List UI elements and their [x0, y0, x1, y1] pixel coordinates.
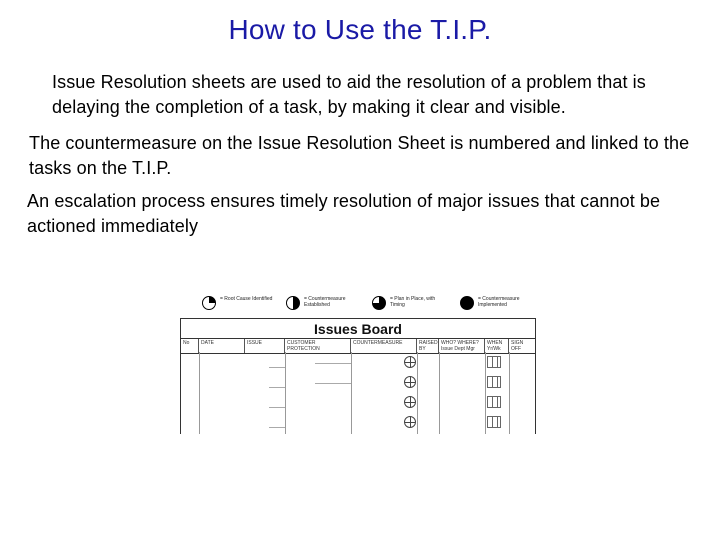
- row-line: [269, 387, 285, 388]
- when-grid-cell: [487, 376, 501, 388]
- column-header-countermeasure: COUNTERMEASURE: [351, 339, 417, 353]
- column-header-issue: ISSUE: [245, 339, 285, 353]
- column-header-no: No: [181, 339, 199, 353]
- column-divider: [439, 352, 440, 434]
- row-line: [315, 363, 351, 364]
- legend-text: = Root Cause Identified: [220, 296, 273, 302]
- column-header-sign-off: SIGN OFF: [511, 340, 524, 352]
- row-line: [269, 367, 285, 368]
- column-header-raised-by: RAISED BY: [419, 340, 438, 352]
- column-divider: [199, 352, 200, 434]
- full-pie-icon: [460, 296, 474, 310]
- column-divider: [417, 352, 418, 434]
- legend-text: = Plan in Place, with Timing: [390, 296, 436, 308]
- legend-text: = Countermeasure Established: [304, 296, 346, 308]
- status-ring-icon: [404, 356, 416, 368]
- row-line: [315, 383, 351, 384]
- paragraph-countermeasure: The countermeasure on the Issue Resolution Sheet is numbered and linked to the tasks on the T.I.P.: [29, 133, 690, 178]
- column-divider: [509, 352, 510, 434]
- status-ring-icon: [404, 416, 416, 428]
- column-divider: [351, 352, 352, 434]
- legend-text: = Countermeasure Implemented: [478, 296, 520, 308]
- half-pie-icon: [286, 296, 300, 310]
- issues-board: [180, 318, 536, 434]
- column-header-when: WHEN Yr/Wk: [485, 339, 509, 353]
- when-grid-cell: [487, 416, 501, 428]
- column-divider: [285, 352, 286, 434]
- status-ring-icon: [404, 396, 416, 408]
- status-legend: [178, 292, 538, 318]
- column-header-date: DATE: [199, 339, 245, 353]
- column-header-customer-protection: CUSTOMER PROTECTION: [285, 339, 351, 353]
- column-divider: [485, 352, 486, 434]
- three-quarter-pie-icon: [372, 296, 386, 310]
- issues-board-header: [181, 338, 535, 354]
- paragraph-issue-resolution: Issue Resolution sheets are used to aid the resolution of a problem that is delaying the completion of a task, by making it clear and visible.: [52, 72, 646, 117]
- slide-title: How to Use the T.I.P.: [228, 14, 492, 45]
- row-line: [269, 407, 285, 408]
- row-line: [269, 427, 285, 428]
- paragraph-escalation: An escalation process ensures timely resolution of major issues that cannot be actioned immediately: [27, 191, 661, 236]
- issues-board-figure: [178, 292, 538, 434]
- quarter-pie-icon: [202, 296, 216, 310]
- column-header-who-where: WHO? WHERE? Issue Dept Mgr: [439, 339, 485, 353]
- when-grid-cell: [487, 396, 501, 408]
- issues-board-title: Issues Board: [314, 321, 402, 337]
- status-ring-icon: [404, 376, 416, 388]
- when-grid-cell: [487, 356, 501, 368]
